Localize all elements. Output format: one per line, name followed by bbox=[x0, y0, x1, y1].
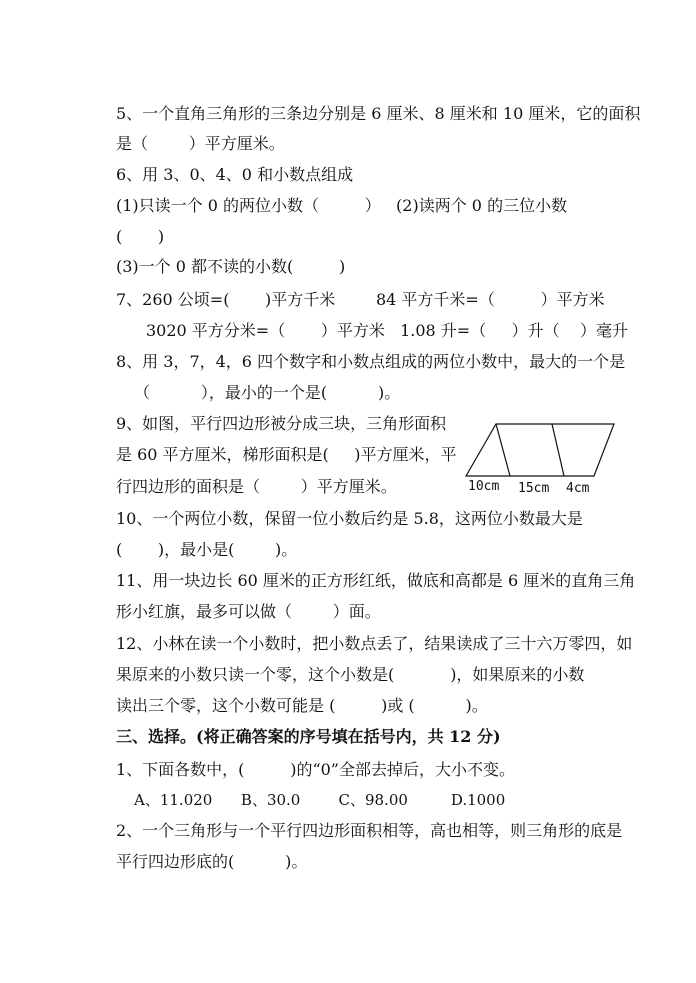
q12-line2: 果原来的小数只读一个零，这个小数是( )，如果原来的小数 bbox=[116, 665, 585, 684]
choice-q1-options: A、11.020 B、30.0 C、98.00 D.1000 bbox=[134, 791, 506, 809]
label-10cm: 10cm bbox=[468, 479, 500, 494]
q10-line1: 10、一个两位小数，保留一位小数后约是 5.8，这两位小数最大是 bbox=[116, 509, 583, 528]
q7-line1: 7、260 公顷=( )平方千米 84 平方千米=（ ）平方米 bbox=[116, 290, 605, 309]
q7-line2: 3020 平方分米=（ ）平方米 1.08 升=（ ）升（ ）毫升 bbox=[146, 321, 628, 340]
label-4cm: 4cm bbox=[566, 481, 590, 496]
left-divider-line bbox=[496, 424, 510, 476]
q9-line1: 9、如图，平行四边形被分成三块，三角形面积 bbox=[116, 414, 447, 433]
choice-q1-line1: 1、下面各数中，( )的“0”全部去掉后，大小不变。 bbox=[116, 760, 515, 779]
q6-line2: (1)只读一个 0 的两位小数（ ） (2)读两个 0 的三位小数 bbox=[116, 196, 568, 215]
q9-line3: 行四边形的面积是（ ）平方厘米。 bbox=[116, 477, 397, 496]
section3-heading: 三、选择。(将正确答案的序号填在括号内，共 12 分) bbox=[116, 727, 501, 746]
q11-line1: 11、用一块边长 60 厘米的正方形红纸，做底和高都是 6 厘米的直角三角 bbox=[116, 571, 636, 590]
q5-line1: 5、一个直角三角形的三条边分别是 6 厘米、8 厘米和 10 厘米，它的面积 bbox=[116, 104, 641, 123]
q8-line1: 8、用 3，7，4，6 四个数字和小数点组成的两位小数中，最大的一个是 bbox=[116, 352, 626, 371]
q12-line1: 12、小林在读一个小数时，把小数点丢了，结果读成了三十六万零四，如 bbox=[116, 634, 633, 653]
q10-line2: ( )，最小是( )。 bbox=[116, 540, 298, 559]
q8-line2: （ ），最小的一个是( )。 bbox=[134, 383, 401, 402]
q11-line2: 形小红旗，最多可以做（ ）面。 bbox=[116, 602, 381, 621]
q9-line2: 是 60 平方厘米，梯形面积是( )平方厘米，平 bbox=[116, 445, 457, 464]
choice-q2-line1: 2、一个三角形与一个平行四边形面积相等，高也相等，则三角形的底是 bbox=[116, 821, 623, 840]
q6-line4: (3)一个 0 都不读的小数( ) bbox=[116, 257, 346, 276]
q6-line3: ( ) bbox=[116, 227, 165, 246]
label-15cm: 15cm bbox=[518, 481, 550, 496]
right-divider-line bbox=[552, 424, 564, 476]
parallelogram-outline bbox=[466, 424, 614, 476]
q12-line3: 读出三个零，这个小数可能是 ( )或 ( )。 bbox=[116, 696, 488, 715]
choice-q2-line2: 平行四边形底的( )。 bbox=[116, 852, 308, 871]
parallelogram-figure bbox=[462, 418, 622, 498]
q6-line1: 6、用 3、0、4、0 和小数点组成 bbox=[116, 165, 354, 184]
q5-line2: 是（ ）平方厘米。 bbox=[116, 134, 285, 153]
